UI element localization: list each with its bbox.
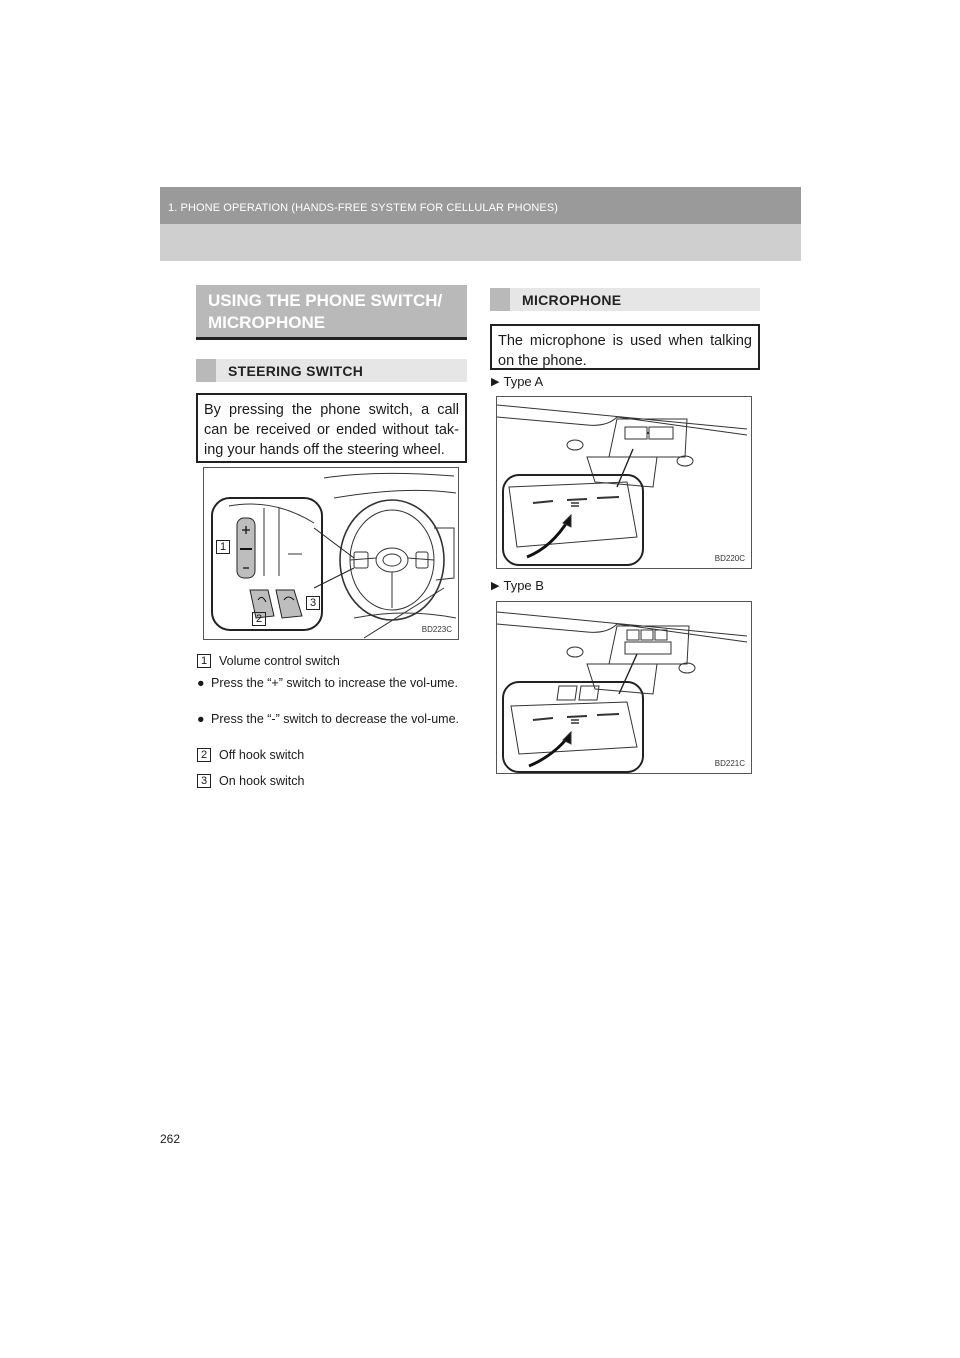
steering-switch-figure [203, 467, 459, 640]
legend-num-2: 2 [197, 748, 211, 762]
section-title: 1. PHONE OPERATION (HANDS-FREE SYSTEM FOR CELLULAR PHONES) [168, 202, 559, 214]
overhead-console-illustration-b [497, 602, 752, 774]
subheading-chip [196, 359, 216, 382]
legend-item-3 [197, 774, 304, 788]
legend-label-2: Off hook switch [219, 748, 305, 762]
legend-item-2 [197, 748, 304, 762]
section-header [160, 187, 801, 261]
figure-code: BD223C [421, 625, 452, 634]
section-header-bar [160, 187, 801, 224]
legend-num-1: 1 [197, 654, 211, 668]
left-column [196, 285, 467, 463]
bullet-increase [197, 675, 465, 691]
legend-label-1: Volume control switch [219, 654, 340, 668]
figure-a-code: BD220C [714, 554, 745, 563]
subheading-steering-switch [196, 359, 467, 382]
type-b-label [491, 578, 544, 593]
subheading-label: MICROPHONE [522, 292, 622, 308]
overhead-console-illustration-a [497, 397, 752, 569]
type-b-text: Type B [503, 578, 544, 593]
subheading-chip [490, 288, 510, 311]
legend-num-3: 3 [197, 774, 211, 788]
figure-b-code: BD221C [714, 759, 745, 768]
legend-label-3: On hook switch [219, 774, 305, 788]
page-number: 262 [160, 1132, 181, 1146]
callout-3: 3 [306, 596, 320, 610]
triangle-marker-icon: ▶ [491, 376, 500, 388]
intro-box: By pressing the phone switch, a call can be received or ended without tak-ing your hands off the steering wheel. [196, 393, 467, 463]
microphone-figure-b [496, 601, 752, 774]
main-heading-line1: USING THE PHONE SWITCH/ [208, 291, 443, 310]
legend-item-1 [197, 654, 340, 668]
bullet-increase-text: Press the “+” switch to increase the vol-ume. [211, 676, 458, 690]
bullet-decrease [197, 711, 465, 727]
main-heading [196, 285, 467, 340]
microphone-figure-a [496, 396, 752, 569]
steering-illustration [204, 468, 459, 640]
bullet-dot: ● [197, 712, 205, 726]
microphone-intro-box: The microphone is used when talking on the phone. [490, 324, 760, 370]
right-column [490, 285, 760, 370]
callout-2: 2 [252, 612, 266, 626]
triangle-marker-icon: ▶ [491, 580, 500, 592]
callout-1: 1 [216, 540, 230, 554]
subheading-label: STEERING SWITCH [228, 363, 364, 379]
bullet-decrease-text: Press the “-” switch to decrease the vol-ume. [211, 712, 460, 726]
type-a-text: Type A [503, 374, 544, 389]
bullet-dot: ● [197, 676, 205, 690]
type-a-label [491, 374, 543, 389]
main-heading-line2: MICROPHONE [208, 313, 326, 332]
subheading-microphone [490, 288, 760, 311]
